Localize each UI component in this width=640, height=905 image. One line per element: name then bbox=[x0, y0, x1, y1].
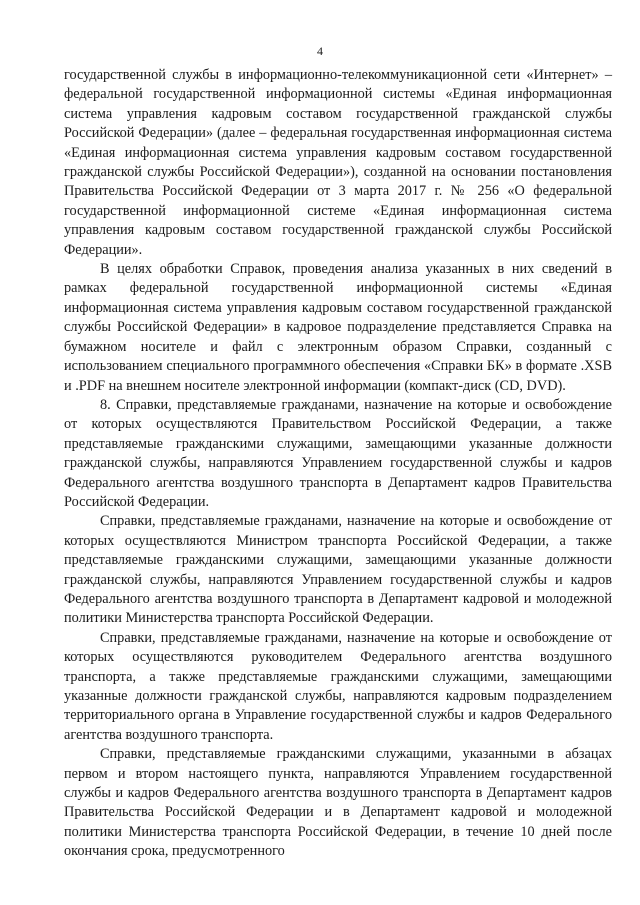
paragraph-civil-servants: Справки, представляемые гражданскими служащими, указанными в абзацах первом и втором настоящего пункта, направляются Управлением государственной службы и кадров Федерального агентства воздушного транспорта в Департамент кадров Правительства Российской Федерации и в Департамент кадровой и молодежной политики Министерства транспорта Российской Федерации, в течение 10 дней после окончания срока, предусмотренного bbox=[64, 746, 612, 860]
page-number: 4 bbox=[317, 44, 323, 58]
paragraph-processing-spravki: В целях обработки Справок, проведения анализа указанных в них сведений в рамках федеральной государственной информационной системы «Единая информационная система управления кадровым составом государственной гражданской службы Российской Федерации» в кадровое подразделение представляется Справка на бумажном носителе и файл с электронным образом Справки, созданный с использованием специального программного обеспечения «Справки БК» в формате .XSB и .PDF на внешнем носителе электронной информации (компакт-диск (CD, DVD). bbox=[64, 261, 612, 394]
paragraph-agency-head: Справки, представляемые гражданами, назначение на которые и освобождение от которых осуществляются руководителем Федерального агентства воздушного транспорта, а также представляемые гражданскими служащими, замещающими указанные должности гражданской службы, направляются кадровым подразделением территориального органа в Управление государственной службы и кадров Федерального агентства воздушного транспорта. bbox=[64, 629, 612, 743]
paragraph-continuation: государственной службы в информационно-телекоммуникационной сети «Интернет» – федеральной государственной информационной системы «Единая информационная система управления кадровым составом государственной гражданской службы Российской Федерации» (далее – федеральная государственная информационная система «Единая информационная система управления кадровым составом государственной гражданской службы Российской Федерации»), созданной на основании постановления Правительства Российской Федерации от 3 марта 2017 г. № 256 «О федеральной государственной информационной системе «Единая информационная система управления кадровым составом государственной гражданской службы Российской Федерации». bbox=[64, 67, 612, 258]
paragraph-minister-of-transport: Справки, представляемые гражданами, назначение на которые и освобождение от которых осуществляются Министром транспорта Российской Федерации, а также представляемые гражданскими служащими, замещающими указанные должности гражданской службы, направляются Управлением государственной службы и кадров Федерального агентства воздушного транспорта в Департамент кадровой и молодежной политики Министерства транспорта Российской Федерации. bbox=[64, 513, 612, 627]
paragraph-item-8: 8. Справки, представляемые гражданами, назначение на которые и освобождение от которых осуществляются Правительством Российской Федерации, а также представляемые гражданскими служащими, замещающими указанные должности гражданской службы, направляются Управлением государственной службы и кадров Федерального агентства воздушного транспорта в Департамент кадров Правительства Российской Федерации. bbox=[64, 396, 612, 510]
document-body bbox=[64, 66, 612, 862]
